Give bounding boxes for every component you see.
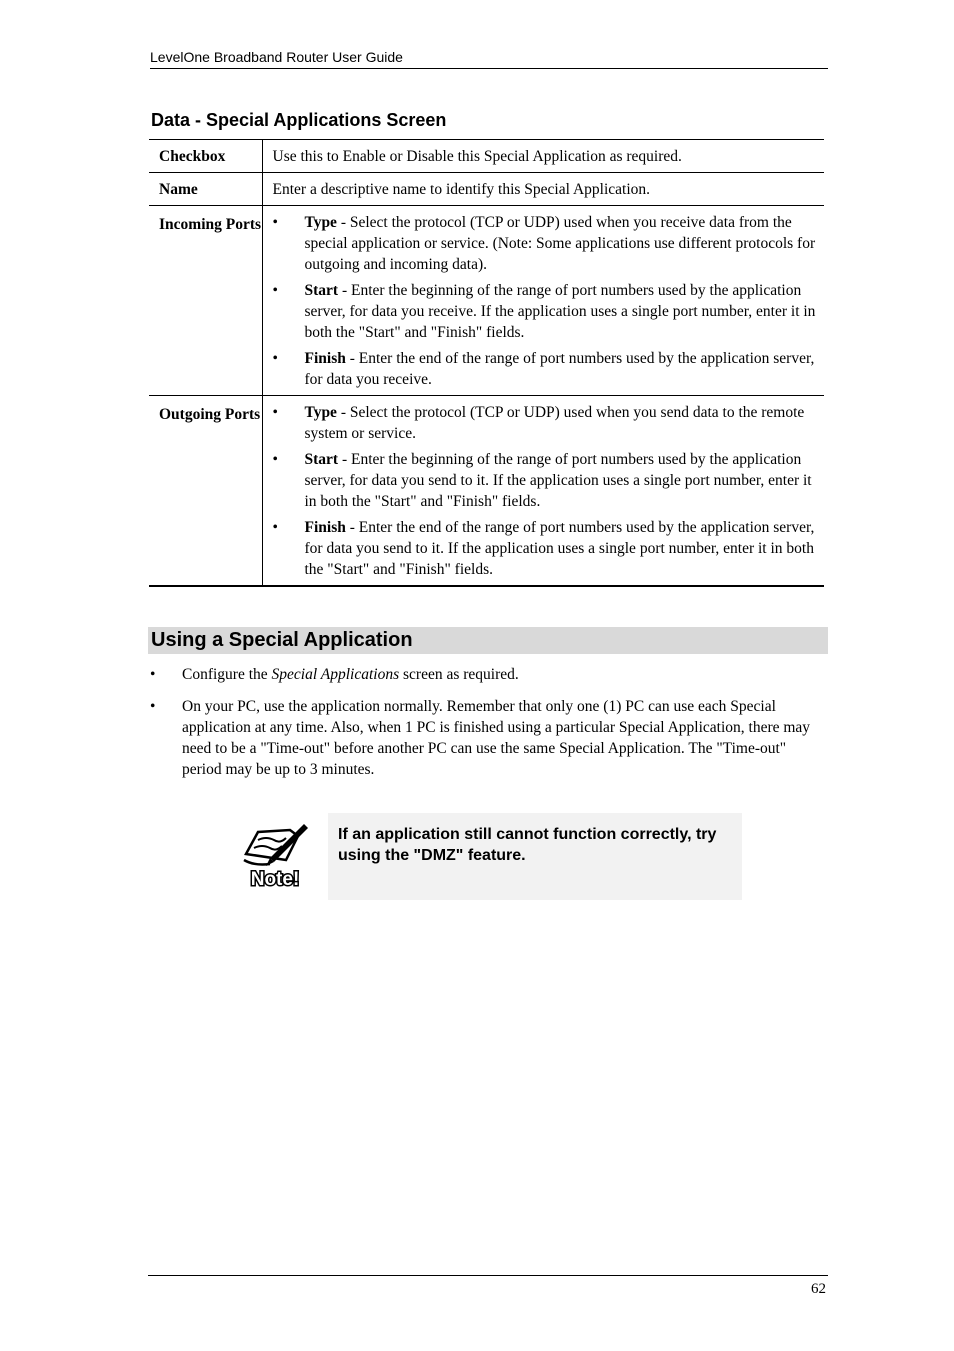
table-row bbox=[149, 206, 824, 396]
list-item: • Type - Select the protocol (TCP or UDP) used when you receive data from the special application or service. (Note: Some applications use different protocols for outgoing and incoming data). bbox=[272, 214, 816, 273]
term: Type bbox=[304, 404, 337, 421]
note-text: If an application still cannot function correctly, try using the "DMZ" feature. bbox=[338, 826, 717, 864]
field-description-table bbox=[149, 139, 824, 587]
term-description: - Enter the end of the range of port numbers used by the application server, for data you send to it. If the application uses a single port number, enter it in both the "Start" and "Finish" fields. bbox=[304, 519, 815, 578]
list-item: • Type - Select the protocol (TCP or UDP) used when you send data to the remote system or service. bbox=[272, 404, 805, 442]
instructions-list bbox=[150, 664, 820, 791]
list-item: • Start - Enter the beginning of the range of port numbers used by the application server, for data you receive. If the application uses a single port number, enter it in both the "Start" and "Finish" fields. bbox=[272, 282, 816, 341]
section-heading: Using a Special Application bbox=[151, 629, 413, 651]
list-item: • Configure the Special Applications screen as required. bbox=[150, 666, 519, 683]
row-label: Outgoing Ports bbox=[149, 396, 262, 587]
list-item: • Finish - Enter the end of the range of port numbers used by the application server, for data you send to it. If the application uses a single port number, enter it in both the "Start" and "Finish" fields. bbox=[272, 519, 815, 578]
table-row bbox=[149, 140, 824, 173]
row-label: Checkbox bbox=[149, 140, 262, 173]
row-description: Use this to Enable or Disable this Special Application as required. bbox=[272, 148, 682, 165]
term-description: - Select the protocol (TCP or UDP) used when you send data to the remote system or service. bbox=[304, 404, 805, 442]
table-row bbox=[149, 173, 824, 206]
term-description: - Select the protocol (TCP or UDP) used when you receive data from the special application or service. (Note: Some applications use different protocols for outgoing and incoming data). bbox=[304, 214, 816, 273]
screen-name: Special Applications bbox=[271, 666, 400, 683]
running-header: LevelOne Broadband Router User Guide bbox=[150, 49, 828, 69]
term: Finish bbox=[304, 350, 346, 367]
section-title: Data - Special Applications Screen bbox=[151, 110, 447, 130]
term: Type bbox=[304, 214, 337, 231]
term-description: - Enter the beginning of the range of port numbers used by the application server, for data you receive. If the application uses a single port number, enter it in both the "Start" and "Finish" fields. bbox=[304, 282, 816, 341]
note-callout bbox=[328, 813, 742, 900]
term: Start bbox=[304, 451, 339, 468]
term-description: - Enter the end of the range of port numbers used by the application server, for data you receive. bbox=[304, 350, 815, 388]
term: Finish bbox=[304, 519, 346, 536]
list-item: • On your PC, use the application normally. Remember that only one (1) PC can use each Special application at any time. Also, when 1 PC is finished using a particular Special Application, there may need to be a "Time-out" before another PC can use the same Special Application. The "Time-out" period may be up to 3 minutes. bbox=[150, 698, 811, 778]
note-label: Note! bbox=[250, 869, 300, 890]
footer-divider bbox=[148, 1275, 828, 1276]
list-item: • Start - Enter the beginning of the range of port numbers used by the application server, for data you send to it. If the application uses a single port number, enter it in both the "Start" and "Finish" fields. bbox=[272, 451, 812, 510]
row-label: Name bbox=[149, 173, 262, 206]
outgoing-ports-list bbox=[273, 402, 819, 580]
page-number: 62 bbox=[811, 1281, 826, 1297]
section-heading-band bbox=[148, 627, 828, 654]
note-pen-icon bbox=[240, 822, 310, 890]
term: Start bbox=[304, 282, 339, 299]
row-description: Enter a descriptive name to identify this Special Application. bbox=[272, 181, 650, 198]
list-item: • Finish - Enter the end of the range of port numbers used by the application server, for data you receive. bbox=[272, 350, 815, 388]
term-description: - Enter the beginning of the range of port numbers used by the application server, for data you send to it. If the application uses a single port number, enter it in both the "Start" and "Finish" fields. bbox=[304, 451, 812, 510]
incoming-ports-list bbox=[273, 212, 819, 390]
row-label: Incoming Ports bbox=[149, 206, 262, 396]
table-row bbox=[149, 396, 824, 587]
